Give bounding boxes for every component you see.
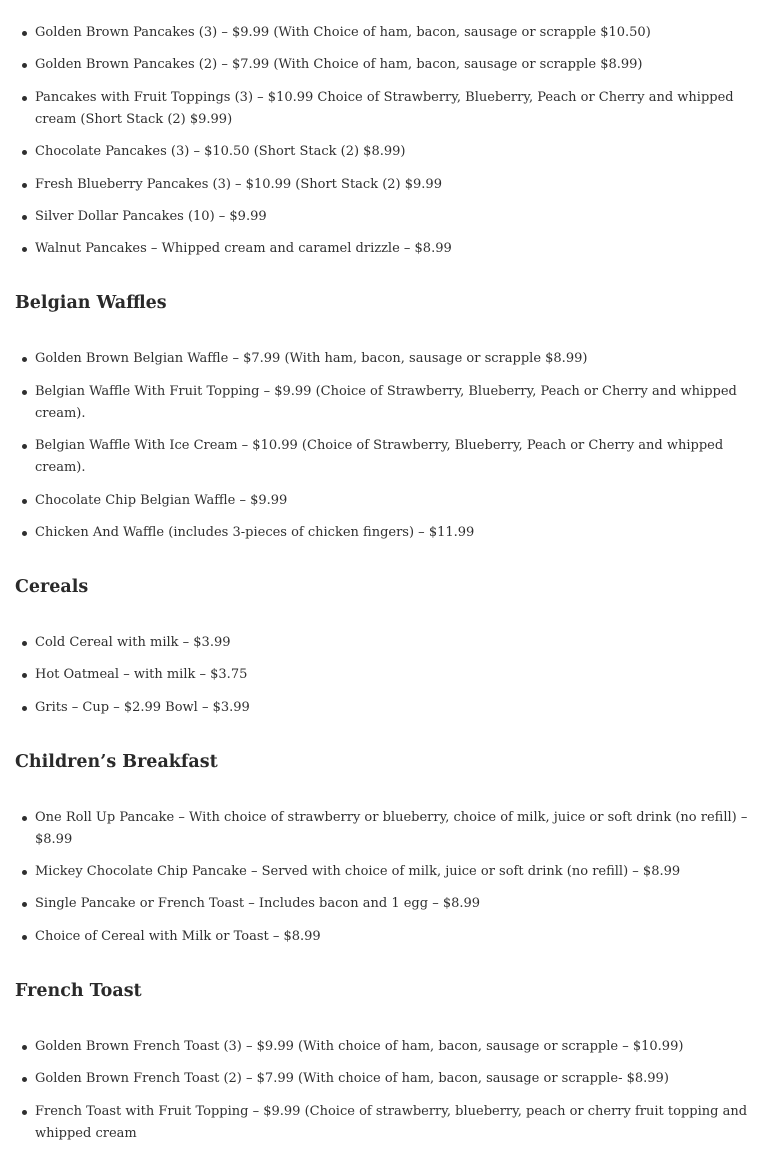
- list-item: One Roll Up Pancake – With choice of strawberry or blueberry, choice of milk, juice or soft drink (no refill) – $8.99: [35, 807, 760, 851]
- list-item: Grits – Cup – $2.99 Bowl – $3.99: [35, 697, 760, 719]
- list-item: Golden Brown Belgian Waffle – $7.99 (With ham, bacon, sausage or scrapple $8.99): [35, 348, 760, 370]
- french-toast-list: [15, 1036, 760, 1145]
- cereals-list: [15, 632, 760, 719]
- list-item: Cold Cereal with milk – $3.99: [35, 632, 760, 654]
- list-item: Single Pancake or French Toast – Includes bacon and 1 egg – $8.99: [35, 893, 760, 915]
- list-item: Golden Brown Pancakes (3) – $9.99 (With Choice of ham, bacon, sausage or scrapple $10.50): [35, 22, 760, 44]
- section-heading-childrens-breakfast: Children’s Breakfast: [15, 751, 218, 772]
- section-heading-belgian-waffles: Belgian Waffles: [15, 293, 167, 314]
- list-item: Silver Dollar Pancakes (10) – $9.99: [35, 206, 760, 228]
- list-item: Chicken And Waffle (includes 3-pieces of chicken fingers) – $11.99: [35, 522, 760, 544]
- list-item: Golden Brown Pancakes (2) – $7.99 (With Choice of ham, bacon, sausage or scrapple $8.99): [35, 54, 760, 76]
- cereals-section: [15, 574, 760, 719]
- list-item: French Toast with Fruit Topping – $9.99 (Choice of strawberry, blueberry, peach or cherry fruit topping and whipped cream: [35, 1101, 760, 1145]
- list-item: Hot Oatmeal – with milk – $3.75: [35, 664, 760, 686]
- section-heading-french-toast: French Toast: [15, 980, 142, 1001]
- list-item: Pancakes with Fruit Toppings (3) – $10.99 Choice of Strawberry, Blueberry, Peach or Cherry and whipped cream (Short Stack (2) $9.99): [35, 87, 760, 131]
- childrens-breakfast-section: [15, 749, 760, 948]
- list-item: Walnut Pancakes – Whipped cream and caramel drizzle – $8.99: [35, 238, 760, 260]
- list-item: Mickey Chocolate Chip Pancake – Served with choice of milk, juice or soft drink (no refill) – $8.99: [35, 861, 760, 883]
- pancakes-list: [15, 0, 760, 260]
- belgian-waffles-section: [15, 290, 760, 544]
- list-item: Choice of Cereal with Milk or Toast – $8.99: [35, 926, 760, 948]
- list-item: Belgian Waffle With Ice Cream – $10.99 (Choice of Strawberry, Blueberry, Peach or Cherry and whipped cream).: [35, 435, 760, 479]
- section-heading-cereals: Cereals: [15, 576, 89, 597]
- list-item: Chocolate Pancakes (3) – $10.50 (Short Stack (2) $8.99): [35, 141, 760, 163]
- list-item: Fresh Blueberry Pancakes (3) – $10.99 (Short Stack (2) $9.99: [35, 174, 760, 196]
- list-item: Golden Brown French Toast (2) – $7.99 (With choice of ham, bacon, sausage or scrapple- $8.99): [35, 1068, 760, 1090]
- list-item: Golden Brown French Toast (3) – $9.99 (With choice of ham, bacon, sausage or scrapple – $10.99): [35, 1036, 760, 1058]
- belgian-waffles-list: [15, 348, 760, 544]
- list-item: Belgian Waffle With Fruit Topping – $9.99 (Choice of Strawberry, Blueberry, Peach or Cherry and whipped cream).: [35, 381, 760, 425]
- french-toast-section: [15, 978, 760, 1145]
- list-item: Chocolate Chip Belgian Waffle – $9.99: [35, 490, 760, 512]
- childrens-breakfast-list: [15, 807, 760, 948]
- menu-page: [15, 0, 760, 1155]
